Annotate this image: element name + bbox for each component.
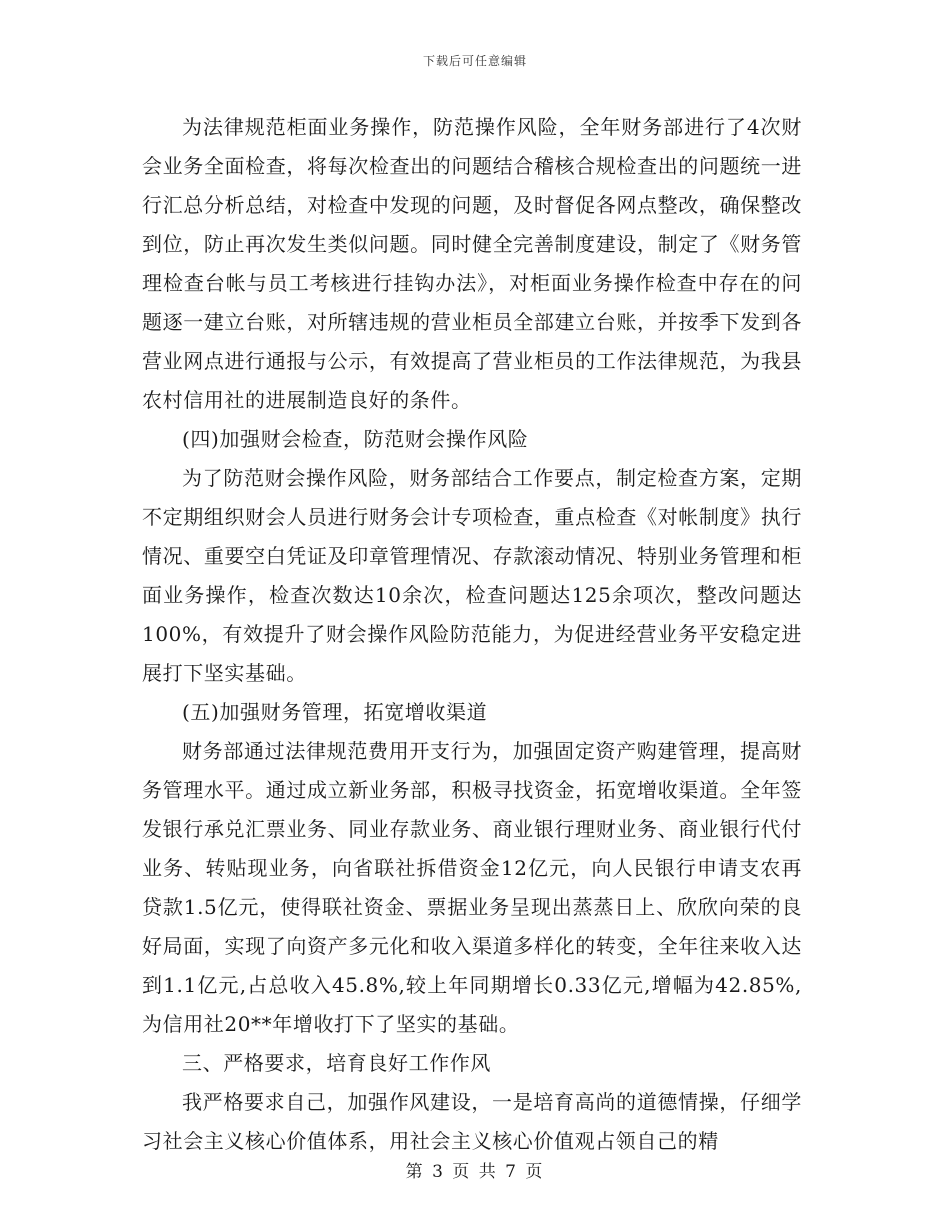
paragraph-inspection-summary: 为法律规范柜面业务操作，防范操作风险，全年财务部进行了4次财会业务全面检查，将每次检查出的问题结合稽核合规检查出的问题统一进行汇总分析总结，对检查中发现的问题，及时督促各网点整改，确保整改到位，防止再次发生类似问题。同时健全完善制度建设，制定了《财务管理检查台帐与员工考核进行挂钩办法》，对柜面业务操作检查中存在的问题逐一建立台账，对所辖违规的营业柜员全部建立台账，并按季下发到各营业网点进行通报与公示，有效提高了营业柜员的工作法律规范，为我县农村信用社的进展制造良好的条件。 [142, 115, 802, 412]
section-heading-5: (五)加强财务管理，拓宽增收渠道 [182, 700, 488, 724]
paragraph-financial-management: 财务部通过法律规范费用开支行为，加强固定资产购建管理，提高财务管理水平。通过成立新业务部，积极寻找资金，拓宽增收渠道。全年签发银行承兑汇票业务、同业存款业务、商业银行理财业务、商业银行代付业务、转贴现业务，向省联社拆借资金12亿元，向人民银行申请支农再贷款1.5亿元，使得联社资金、票据业务呈现出蒸蒸日上、欣欣向荣的良好局面，实现了向资产多元化和收入渠道多样化的转变，全年往来收入达到1.1亿元,占总收入45.8%,较上年同期增长0.33亿元,增幅为42.85%,为信用社20**年增收打下了坚实的基础。 [142, 739, 802, 1036]
section-heading-3: 三、严格要求，培育良好工作作风 [182, 1051, 491, 1075]
paragraph-risk-prevention: 为了防范财会操作风险，财务部结合工作要点，制定检查方案，定期不定期组织财会人员进行财务会计专项检查，重点检查《对帐制度》执行情况、重要空白凭证及印章管理情况、存款滚动情况、特别业务管理和柜面业务操作，检查次数达10余次，检查问题达125余项次，整改问题达100%，有效提升了财会操作风险防范能力，为促进经营业务平安稳定进展打下坚实基础。 [142, 466, 802, 685]
section-heading-4: (四)加强财会检查，防范财会操作风险 [182, 427, 529, 451]
page-header: 下载后可任意编辑 [422, 54, 527, 68]
document-body [142, 108, 802, 1161]
page-footer: 第 3 页 共 7 页 [405, 1162, 545, 1182]
paragraph-work-style: 我严格要求自己，加强作风建设，一是培育高尚的道德情操，仔细学习社会主义核心价值体系，用社会主义核心价值观占领自己的精 [142, 1090, 802, 1153]
